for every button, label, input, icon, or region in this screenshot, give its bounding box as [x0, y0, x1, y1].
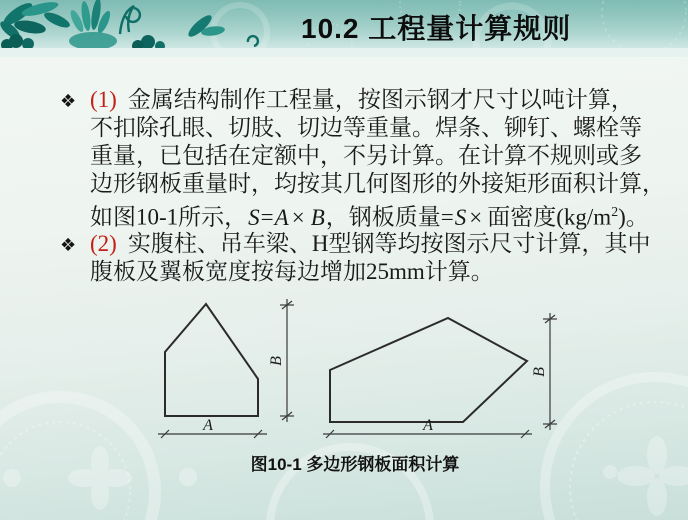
bullet-1-text: 金属结构制作工程量，按图示钢才尺寸以吨计算，: [127, 87, 634, 112]
dim-label-b-left: B: [268, 356, 285, 366]
page-title: 10.2 工程量计算规则: [301, 13, 572, 44]
formula-prefix: 如图10-1所示，: [90, 204, 248, 230]
bullet-1-line-3: 重量，已包括在定额中，不另计算。在计算不规则或多: [90, 143, 642, 168]
header-divider: [0, 48, 688, 57]
formula-mid-text: ，钢板质量=: [325, 204, 454, 230]
leaf-icon: [0, 0, 72, 42]
formula-var-s: S: [454, 204, 467, 230]
palm-leaf-icon: [68, 0, 117, 48]
slide-header: [0, 0, 688, 48]
bullet-1-number: (1): [90, 87, 117, 112]
formula-var-b: B: [310, 204, 325, 230]
quatrefoil-flower: [617, 436, 688, 516]
bullet-list: [60, 86, 675, 286]
bullet-1: [60, 86, 675, 230]
formula-equals: =: [260, 204, 274, 230]
formula-end-text: )。: [618, 204, 649, 230]
formula-times: ×: [291, 204, 305, 230]
formula-var-a: A: [274, 204, 289, 230]
bullet-1-line-1: [90, 86, 675, 114]
formula-times: ×: [469, 204, 483, 230]
pentagon-right-shape: [330, 318, 527, 422]
fern-curl-icon: [120, 6, 258, 46]
formula-unit-text: 面密度(kg/m: [487, 204, 612, 230]
bullet-2: [60, 230, 675, 286]
bullet-2-number: (2): [90, 231, 117, 256]
figure-10-1: [140, 296, 570, 446]
diamond-bullet-icon: ❖: [60, 91, 77, 112]
diamond-bullet-icon: ❖: [60, 235, 77, 256]
bullet-1-line-2: 不扣除孔眼、切肢、切边等重量。焊条、铆钉、螺栓等: [90, 115, 642, 140]
pentagon-left-shape: [165, 304, 258, 416]
formula-var-s: S: [248, 204, 260, 230]
dim-label-b-right: B: [531, 367, 548, 377]
dim-label-a-right: A: [423, 417, 433, 434]
formula-superscript: 2: [611, 204, 619, 219]
bullet-1-line-5: [90, 198, 675, 230]
bullet-2-line-1: [90, 230, 675, 258]
bullet-1-line-4: 边形钢板重量时，均按其几何图形的外接矩形面积计算，: [90, 171, 665, 196]
figure-caption: 图10-1 多边形钢板面积计算: [250, 455, 460, 474]
quatrefoil-flower: [68, 446, 132, 510]
bullet-2-text: 实腹柱、吊车梁、H型钢等均按图示尺寸计算，其中: [127, 231, 651, 256]
dim-label-a-left: A: [203, 417, 213, 434]
bullet-2-line-2: 腹板及翼板宽度按每边增加25mm计算。: [90, 259, 494, 284]
